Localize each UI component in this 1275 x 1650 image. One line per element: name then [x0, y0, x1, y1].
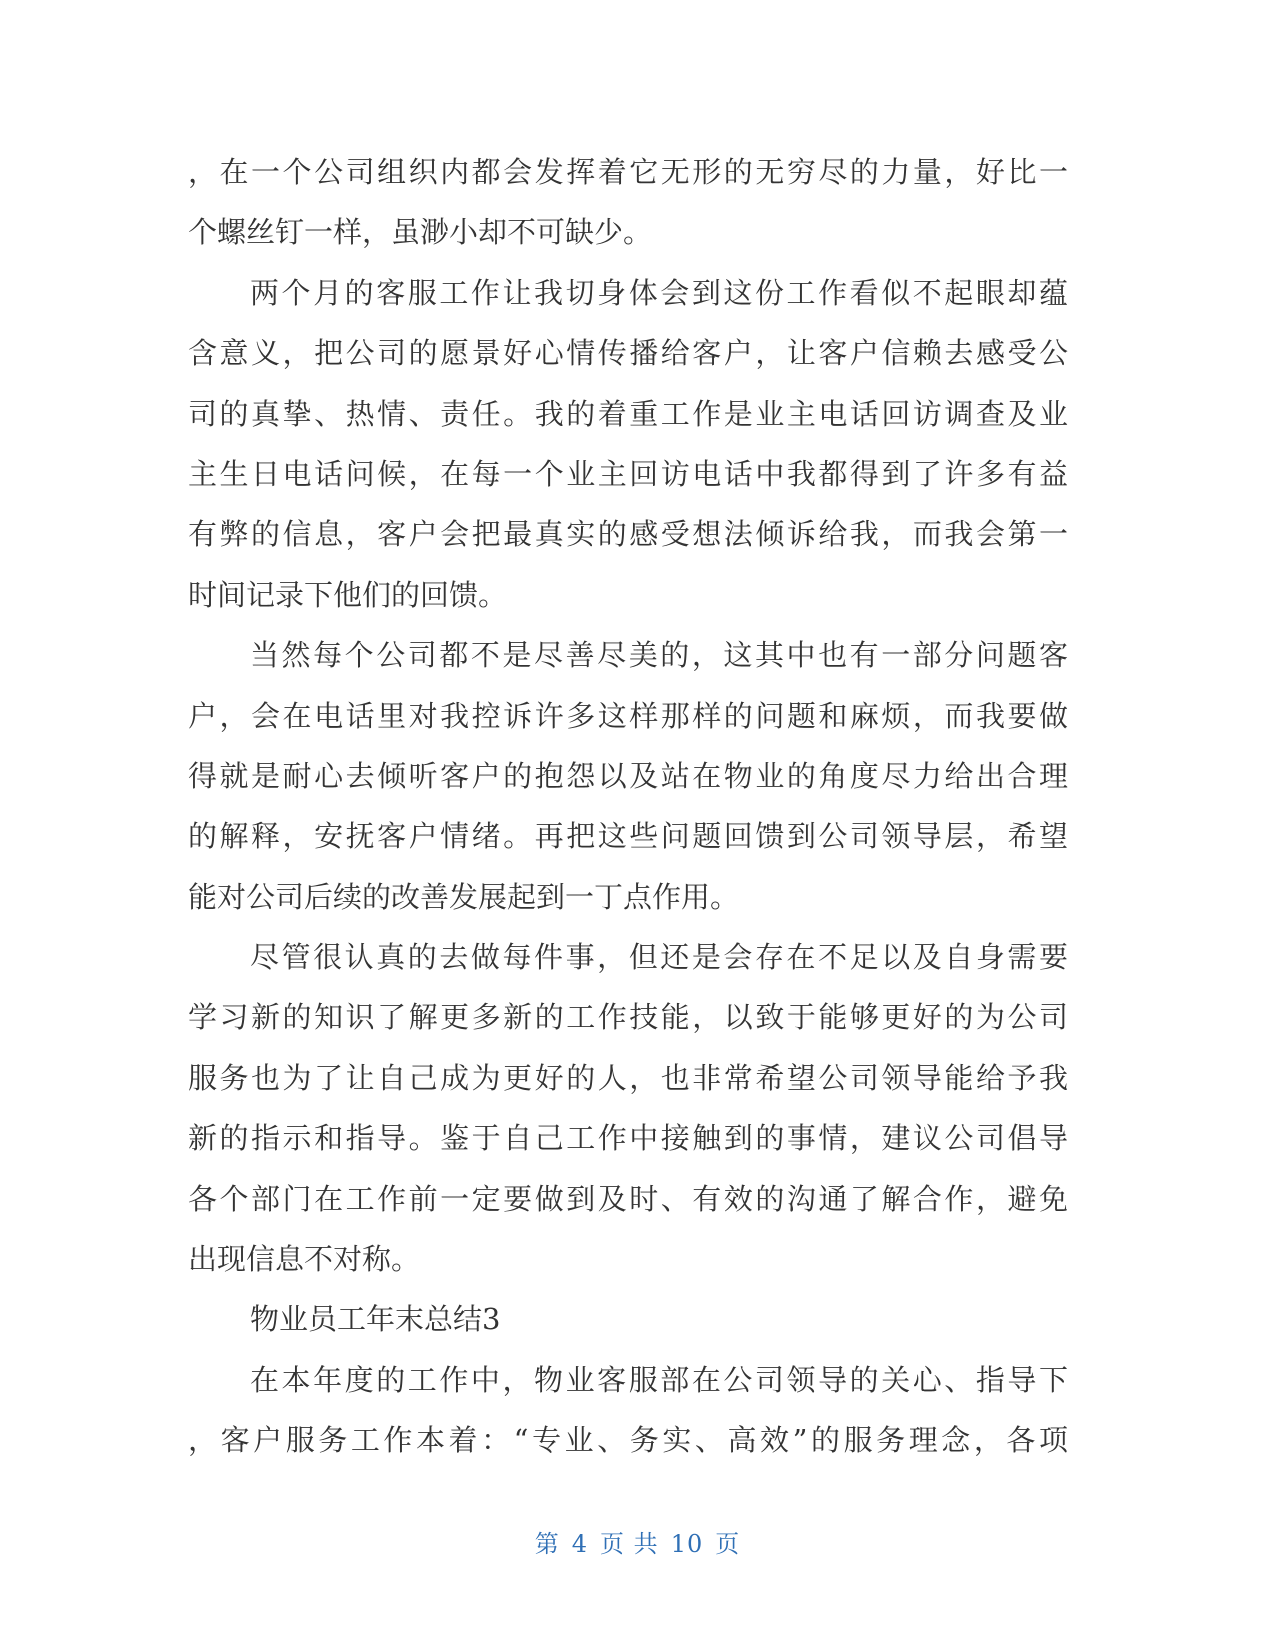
text-line-2: 个螺丝钉一样，虽渺小却不可缺少。 — [188, 215, 653, 250]
footer-prefix: 第 — [534, 1530, 560, 1558]
text-line-19: 出现信息不对称。 — [188, 1242, 421, 1277]
footer-total-pages: 10 — [670, 1530, 704, 1558]
text-line-18: 各个部门在工作前一定要做到及时、有效的沟通了解合作，避免 — [188, 1181, 1068, 1216]
text-line-17: 新的指示和指导。鉴于自己工作中接触到的事情，建议公司倡导 — [188, 1121, 1068, 1156]
text-line-1: ，在一个公司组织内都会发挥着它无形的无穷尽的力量，好比一 — [188, 155, 1068, 189]
footer-mid: 页 共 — [600, 1530, 659, 1558]
text-line-6: 主生日电话问候，在每一个业主回访电话中我都得到了许多有益 — [188, 456, 1068, 491]
text-line-21: 在本年度的工作中，物业客服部在公司领导的关心、指导下 — [250, 1362, 1068, 1397]
text-line-8: 时间记录下他们的回馈。 — [188, 577, 508, 612]
text-line-4: 含意义，把公司的愿景好心情传播给客户，让客户信赖去感受公 — [188, 336, 1068, 371]
text-line-10: 户，会在电话里对我控诉许多这样那样的问题和麻烦，而我要做 — [188, 698, 1068, 733]
text-line-9: 当然每个公司都不是尽善尽美的，这其中也有一部分问题客 — [250, 638, 1068, 673]
text-line-12: 的解释，安抚客户情绪。再把这些问题回馈到公司领导层，希望 — [188, 819, 1068, 854]
text-line-14: 尽管很认真的去做每件事，但还是会存在不足以及自身需要 — [250, 940, 1068, 975]
text-line-7: 有弊的信息，客户会把最真实的感受想法倾诉给我，而我会第一 — [188, 517, 1068, 552]
document-body — [188, 142, 1068, 1471]
page-number-footer — [0, 1524, 1275, 1559]
text-line-16: 服务也为了让自己成为更好的人，也非常希望公司领导能给予我 — [188, 1060, 1068, 1095]
footer-current-page: 4 — [571, 1530, 589, 1558]
text-line-22: ，客户服务工作本着：“专业、务实、高效”的服务理念，各项 — [188, 1423, 1068, 1458]
footer-suffix: 页 — [715, 1530, 741, 1558]
text-line-15: 学习新的知识了解更多新的工作技能，以致于能够更好的为公司 — [188, 1000, 1068, 1035]
text-line-5: 司的真挚、热情、责任。我的着重工作是业主电话回访调查及业 — [188, 396, 1068, 431]
section-heading: 物业员工年末总结3 — [250, 1302, 501, 1337]
text-line-13: 能对公司后续的改善发展起到一丁点作用。 — [188, 879, 740, 914]
text-line-11: 得就是耐心去倾听客户的抱怨以及站在物业的角度尽力给出合理 — [188, 758, 1068, 793]
text-line-3: 两个月的客服工作让我切身体会到这份工作看似不起眼却蕴 — [250, 275, 1068, 310]
